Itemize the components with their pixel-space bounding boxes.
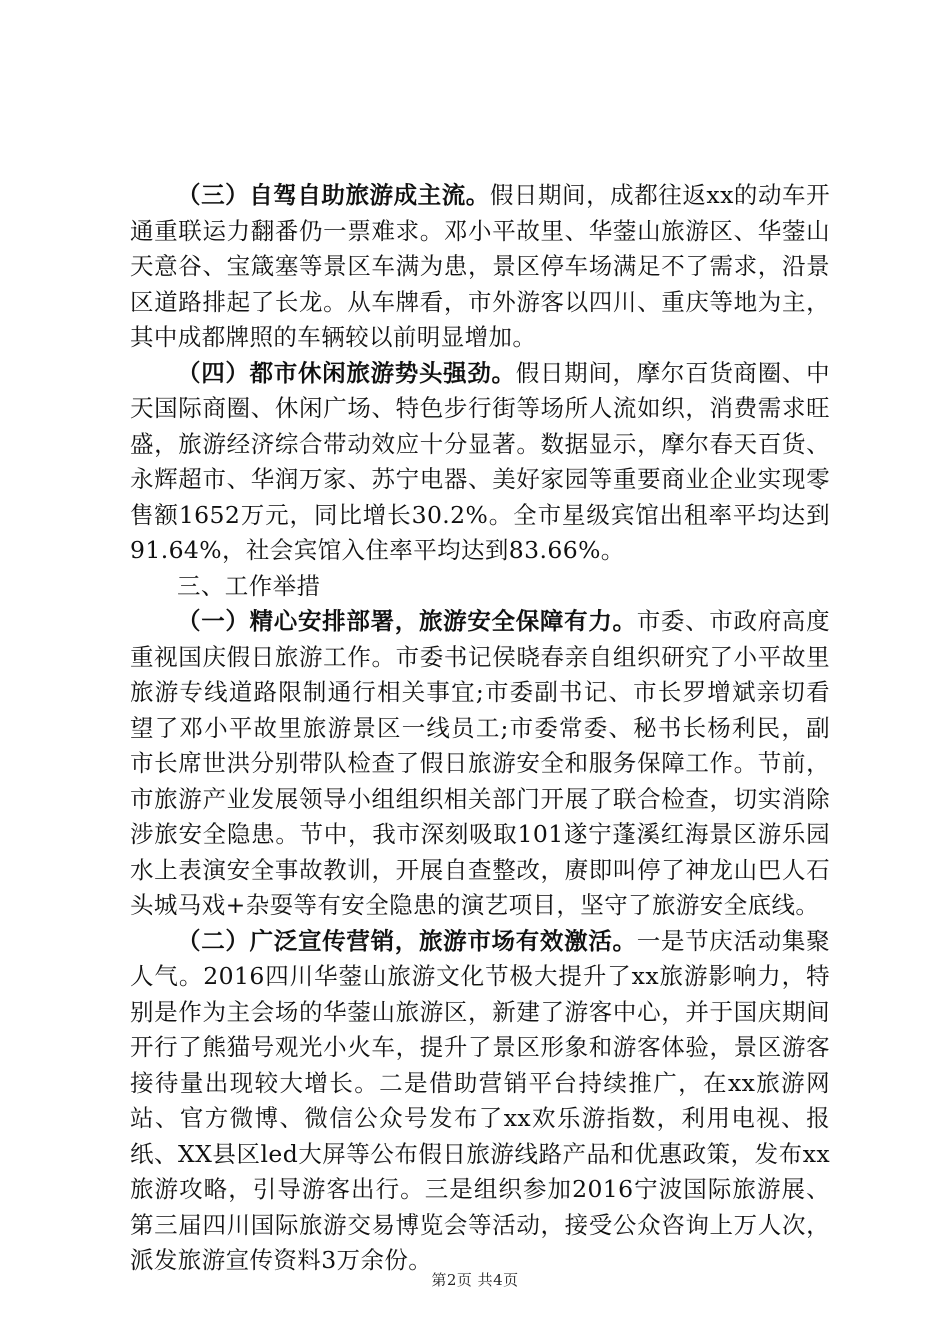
paragraph-text: 假日期间，成都往返xx的动车开通重联运力翻番仍一票难求。邓小平故里、华蓥山旅游区、华蓥山天意谷、宝箴塞等景区车满为患，景区停车场满足不了需求，沿景区道路排起了长龙。从车牌看，市外游客以四川、重庆等地为主，其中成都牌照的车辆较以前明显增加。 — [130, 181, 830, 351]
paragraph-lead: （一）精心安排部署，旅游安全保障有力。 — [177, 607, 637, 635]
paragraph-promotion-marketing — [130, 924, 830, 1279]
paragraph-safety-deployment — [130, 604, 830, 924]
paragraph-text: 一是节庆活动集聚人气。2016四川华蓥山旅游文化节极大提升了xx旅游影响力，特别是作为主会场的华蓥山旅游区，新建了游客中心，并于国庆期间开行了熊猫号观光小火车，提升了景区形象和游客体验，景区游客接待量出现较大增长。二是借助营销平台持续推广，在xx旅游网站、官方微博、微信公众号发布了xx欢乐游指数，利用电视、报纸、XX县区led大屏等公布假日旅游线路产品和优惠政策，发布xx旅游攻略，引导游客出行。三是组织参加2016宁波国际旅游展、第三届四川国际旅游交易博览会等活动，接受公众咨询上万人次，派发旅游宣传资料3万余份。 — [130, 926, 830, 1274]
paragraph-lead: （四）都市休闲旅游势头强劲。 — [177, 358, 516, 387]
paragraph-urban-leisure-tourism — [130, 356, 830, 569]
paragraph-self-drive-tourism — [130, 178, 830, 356]
paragraph-lead: （三）自驾自助旅游成主流。 — [177, 181, 490, 209]
document-body — [130, 178, 830, 1279]
paragraph-text: 假日期间，摩尔百货商圈、中天国际商圈、休闲广场、特色步行街等场所人流如织，消费需求旺盛，旅游经济综合带动效应十分显著。数据显示，摩尔春天百货、永辉超市、华润万家、苏宁电器、美好家园等重要商业企业实现零售额1652万元，同比增长30.2%。全市星级宾馆出租率平均达到91.64%，社会宾馆入住率平均达到83.66%。 — [130, 358, 830, 564]
paragraph-lead: （二）广泛宣传营销，旅游市场有效激活。 — [177, 926, 637, 955]
section-heading-work-measures: 三、工作举措 — [177, 571, 321, 600]
page-number-footer: 第2页 共4页 — [431, 1271, 519, 1289]
paragraph-text: 市委、市政府高度重视国庆假日旅游工作。市委书记侯晓春亲自组织研究了小平故里旅游专线道路限制通行相关事宜;市委副书记、市长罗增斌亲切看望了邓小平故里旅游景区一线员工;市委常委、秘书长杨利民，副市长席世洪分别带队检查了假日旅游安全和服务保障工作。节前，市旅游产业发展领导小组组织相关部门开展了联合检查，切实消除涉旅安全隐患。节中，我市深刻吸取101遂宁蓬溪红海景区游乐园水上表演安全事故教训，开展自查整改，赓即叫停了神龙山巴人石头城马戏+杂耍等有安全隐患的演艺项目，坚守了旅游安全底线。 — [130, 607, 830, 919]
